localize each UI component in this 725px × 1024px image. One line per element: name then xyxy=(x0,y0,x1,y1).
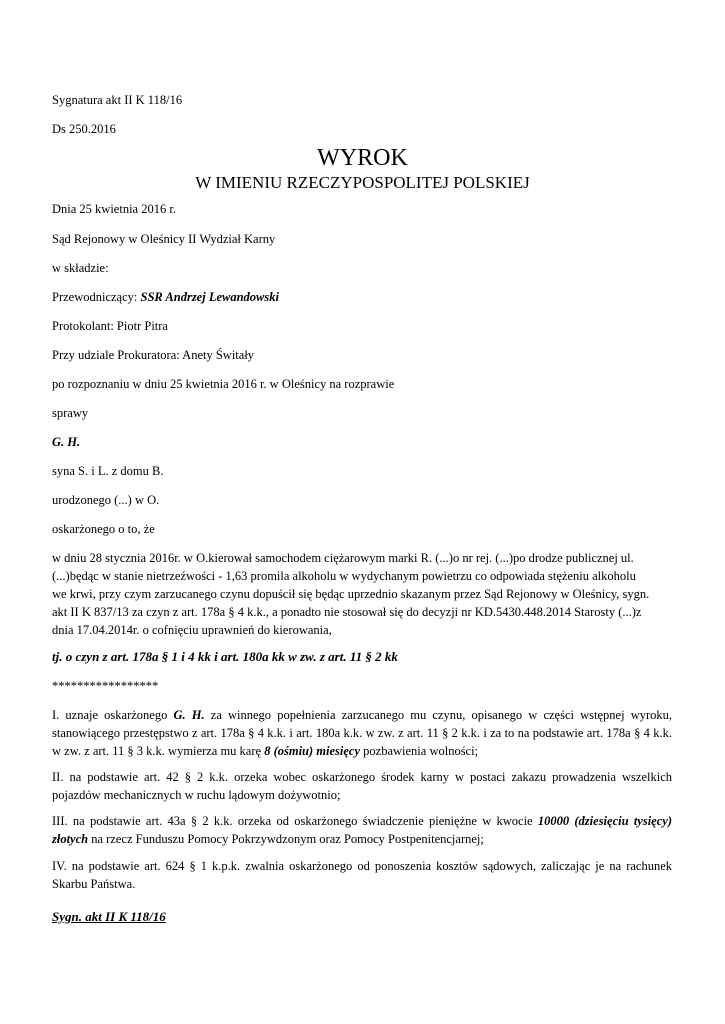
verdict-subtitle: W IMIENIU RZECZYPOSPOLITEJ POLSKIEJ xyxy=(195,173,530,192)
composition-label: w składzie: xyxy=(52,261,109,275)
verdict-point-1-text: pozbawienia wolności; xyxy=(360,744,479,758)
hearing-info: po rozpoznaniu w dniu 25 kwietnia 2016 r. w Oleśnicy na rozprawie xyxy=(52,377,395,391)
charge-line: w dniu 28 stycznia 2016r. w O.kierował samochodem ciężarowym marki R. (...)o nr rej. (...)po drodze publicznej ul. xyxy=(52,551,634,565)
charge-line: we krwi, przy czym zarzucanego czynu dopuścił się będąc uprzednio skazanym przez Sąd Rejonowy w Oleśnicy, sygn. xyxy=(52,587,650,601)
verdict-point-1-penalty: 8 (ośmiu) miesięcy xyxy=(264,744,361,758)
accused-label: oskarżonego o to, że xyxy=(52,522,155,536)
chairman-name: SSR Andrzej Lewandowski xyxy=(140,290,279,304)
verdict-point-3 xyxy=(52,812,672,848)
charge-line: akt II K 837/13 za czyn z art. 178a § 4 k.k., a ponadto nie stosował się do decyzji nr KD.5430.448.2014 Starosty (...)z xyxy=(52,605,642,619)
verdict-point-3-text: na rzecz Funduszu Pomocy Pokrzywdzonym oraz Pomocy Postpenitencjarnej; xyxy=(88,832,484,846)
legal-qualification: tj. o czyn z art. 178a § 1 i 4 kk i art. 180a kk w zw. z art. 11 § 2 kk xyxy=(52,649,398,664)
ds-number: Ds 250.2016 xyxy=(52,122,116,136)
verdict-point-1-text: I. uznaje oskarżonego xyxy=(52,708,174,722)
footer-signature: Sygn. akt II K 118/16 xyxy=(52,909,166,924)
chairman-label: Przewodniczący: xyxy=(52,290,141,304)
verdict-point-1-text: za winnego popełnienia zarzucanego mu czynu, opisanego w części wstępnej wyroku, stanowiącego przestępstwo z art. 178a § 4 k.k. i art. 180a k.k. w zw. z art. 11 § 2 k.k. i za to na podstawie art. 178a § 4 k.k. w zw. z art. 11 § 3 k.k. wymierza mu karę xyxy=(52,708,673,758)
defendant-name: G. H. xyxy=(52,435,81,449)
verdict-date: Dnia 25 kwietnia 2016 r. xyxy=(52,202,176,216)
prosecutor: Przy udziale Prokuratora: Anety Świtały xyxy=(52,348,255,362)
verdict-point-3-text: III. na podstawie art. 43a § 2 k.k. orzeka od oskarżonego świadczenie pieniężne w kwocie xyxy=(52,814,538,828)
verdict-point-1-defendant: G. H. xyxy=(173,708,205,722)
charge-line: (...)będąc w stanie nietrzeźwości - 1,63 promila alkoholu w wydychanym powietrzu co odpowiada stężeniu alkoholu xyxy=(52,569,636,583)
verdict-point-1 xyxy=(52,706,672,760)
clerk: Protokolant: Piotr Pitra xyxy=(52,319,168,333)
verdict-point-3-amount: 10000 (dziesięciu tysięcy) złotych xyxy=(52,814,672,846)
case-signature: Sygnatura akt II K 118/16 xyxy=(52,93,183,107)
charge-line: dnia 17.04.2014r. o cofnięciu uprawnień do kierowania, xyxy=(52,623,332,637)
defendant-parents: syna S. i L. z domu B. xyxy=(52,464,164,478)
court-name: Sąd Rejonowy w Oleśnicy II Wydział Karny xyxy=(52,232,276,246)
verdict-point-2: II. na podstawie art. 42 § 2 k.k. orzeka wobec oskarżonego środek karny w postaci zakazu prowadzenia wszelkich pojazdów mechanicznych w ruchu lądowym dożywotnio; xyxy=(52,770,672,802)
case-word: sprawy xyxy=(52,406,89,420)
defendant-birth: urodzonego (...) w O. xyxy=(52,493,160,507)
verdict-point-4: IV. na podstawie art. 624 § 1 k.p.k. zwalnia oskarżonego od ponoszenia kosztów sądowych, zaliczając je na rachunek Skarbu Państwa. xyxy=(52,859,672,891)
separator: ***************** xyxy=(52,679,159,693)
verdict-title: WYROK xyxy=(317,145,408,171)
chairman xyxy=(52,289,279,305)
